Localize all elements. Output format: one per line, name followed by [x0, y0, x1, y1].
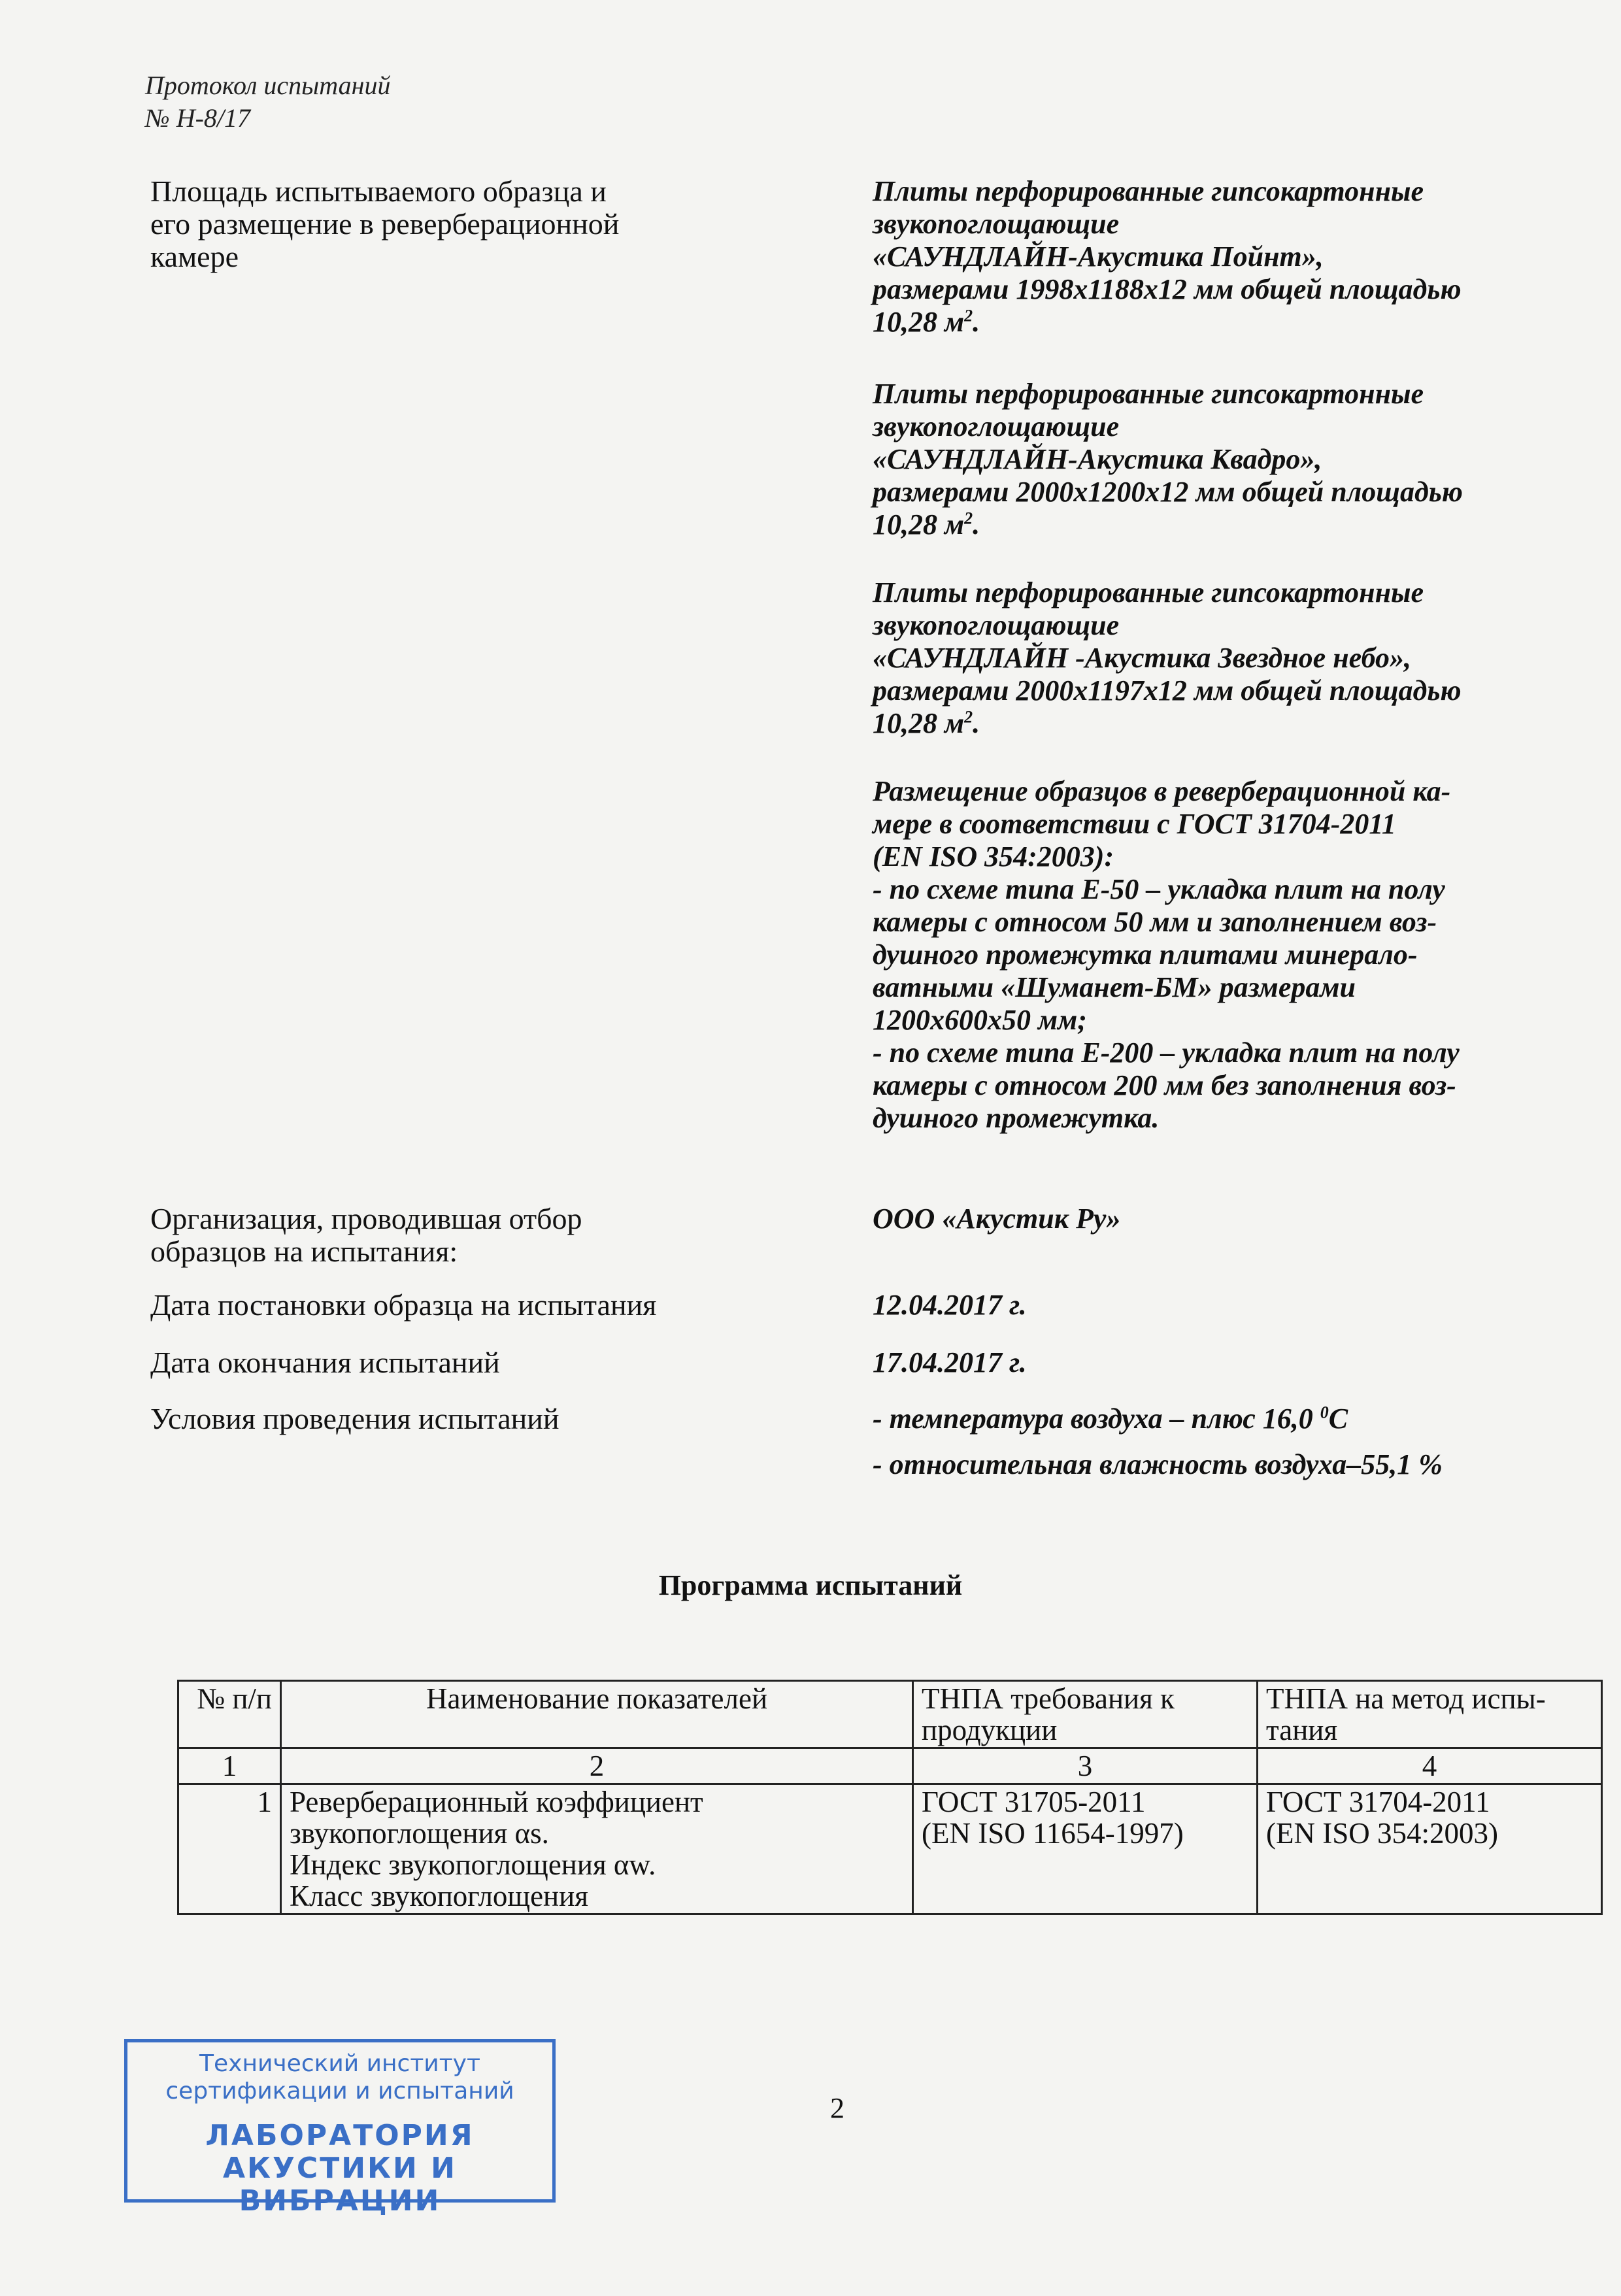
page-number: 2	[830, 2092, 844, 2124]
header-indicator: Наименование показателей	[281, 1681, 913, 1748]
header-test-method: ТНПА на метод испы- тания	[1258, 1681, 1602, 1748]
table-row: 1 Реверберационный коэффициент звукопоглощения αs. Индекс звукопоглощения αw. Класс звукопоглощения ГОСТ 31705-2011 (EN ISO 11654-1997) ГОСТ 31704-2011 (EN ISO 354:2003)	[178, 1784, 1602, 1914]
sample-area-label: Площадь испытываемого образца и его размещение в реверберационной камере	[150, 175, 620, 273]
end-date-value: 17.04.2017 г.	[873, 1346, 1027, 1378]
indicator-cell: Реверберационный коэффициент звукопоглощения αs. Индекс звукопоглощения αw. Класс звукопоглощения	[281, 1784, 913, 1914]
start-date-label: Дата постановки образца на испытания	[150, 1288, 657, 1322]
requirements-cell: ГОСТ 31705-2011 (EN ISO 11654-1997)	[913, 1784, 1258, 1914]
conditions-label: Условия проведения испытаний	[150, 1402, 560, 1435]
program-table	[177, 1680, 1603, 1915]
conditions-values	[873, 1403, 1443, 1481]
header-product-requirements: ТНПА требования к продукции	[913, 1681, 1258, 1748]
program-title: Программа испытаний	[658, 1569, 963, 1601]
org-value: ООО «Акустик Ру»	[873, 1203, 1121, 1235]
product-block-starry-sky: Плиты перфорированные гипсокартонные звукопоглощающие «САУНДЛАЙН -Акустика Звездное небо», размерами 2000х1197х12 мм общей площадью 10,28 $м^2$.	[873, 576, 1462, 739]
product-block-quadro: Плиты перфорированные гипсокартонные звукопоглощающие «САУНДЛАЙН-Акустика Квадро», размерами 2000х1200х12 мм общей площадью 10,28 $м^2$.	[873, 378, 1463, 541]
placement-description: Размещение образцов в реверберационной ка- мере в соответствии с ГОСТ 31704-2011 (EN ISO 354:2003): - по схеме типа Е-50 – укладка плит на полу камеры с относом 50 мм и заполнением воз- душного промежутка плитами минерало- ватными «Шуманет-БМ» размерами 1200х600х50 мм; - по схеме типа Е-200 – укладка плит на полу камеры с относом 200 мм без заполнения воз- душного промежутка.	[873, 775, 1460, 1134]
start-date-value: 12.04.2017 г.	[873, 1289, 1027, 1321]
humidity-line: - относительная влажность воздуха–55,1 %	[873, 1448, 1443, 1480]
protocol-number: № Н-8/17	[145, 103, 251, 133]
org-label: Организация, проводившая отбор образцов на испытания:	[150, 1202, 582, 1268]
table-header-row	[178, 1681, 1602, 1748]
temperature-line: - температура воздуха – плюс 16,0 $^0$С	[873, 1403, 1348, 1435]
laboratory-stamp: Технический институт сертификации и испытаний ЛАБОРАТОРИЯ АКУСТИКИ И ВИБРАЦИИ	[124, 2039, 556, 2203]
table-column-numbers-row: 1 2 3 4	[178, 1748, 1602, 1784]
header-number: № п/п	[178, 1681, 281, 1748]
protocol-title: Протокол испытаний	[145, 71, 391, 100]
protocol-header	[145, 69, 390, 135]
end-date-label: Дата окончания испытаний	[150, 1346, 500, 1379]
method-cell: ГОСТ 31704-2011 (EN ISO 354:2003)	[1258, 1784, 1602, 1914]
product-block-point: Плиты перфорированные гипсокартонные звукопоглощающие «САУНДЛАЙН-Акустика Пойнт», размерами 1998х1188х12 мм общей площадью 10,28 $м^2$.	[873, 175, 1462, 338]
